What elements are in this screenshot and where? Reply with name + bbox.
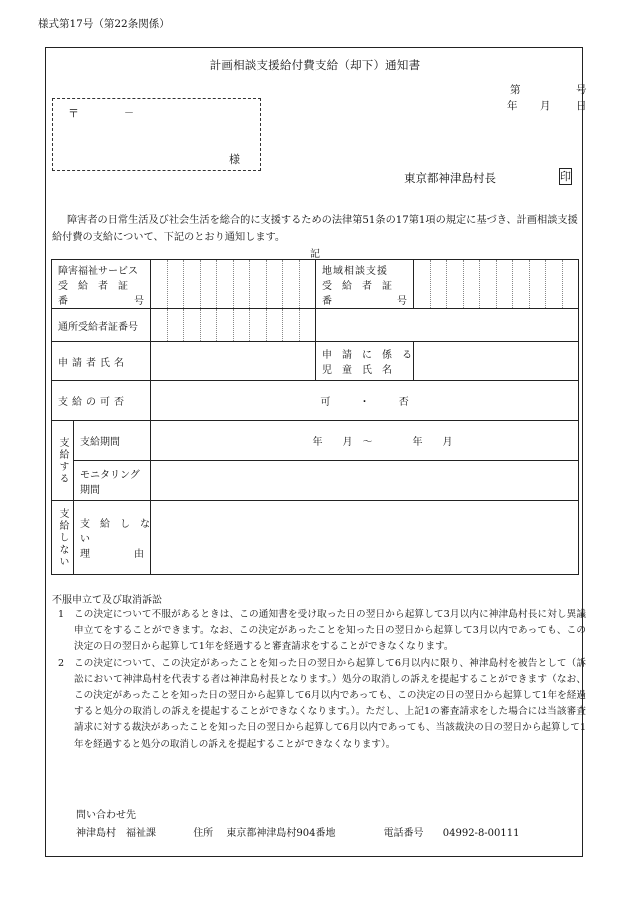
approval-yes: 可 [320, 397, 331, 408]
applicant-name-label: 申請者氏名 [52, 342, 151, 381]
child-name-label [316, 342, 414, 381]
date-day: 日 [576, 100, 587, 112]
no-supply-reason-field[interactable] [151, 501, 579, 575]
number-go: 号 [576, 84, 587, 96]
reason-line2b: 由 [134, 549, 144, 560]
commuter-cert-label: 通所受給者証番号 [52, 309, 151, 342]
approval-dot: ・ [359, 397, 370, 408]
contact-address-label: 住所 [193, 828, 214, 839]
form-id: 様式第17号（第22条関係） [38, 18, 170, 30]
contact-office: 神津島村 福祉課 [76, 828, 156, 839]
note-item-2 [52, 656, 586, 753]
contact-phone-label: 電話番号 [383, 828, 424, 839]
contact-heading: 問い合わせ先 [76, 810, 136, 821]
cell-regional-cert-label [316, 260, 414, 309]
no-supply-section-label: 支給しない [52, 501, 74, 575]
commuter-cert-blank [316, 309, 579, 342]
postal-mark: 〒 [68, 107, 79, 120]
approval-value[interactable] [151, 381, 579, 421]
ki-label: 記 [310, 249, 320, 260]
commuter-cert-number-field[interactable] [151, 309, 316, 342]
cell-welfare-cert-label [52, 260, 151, 309]
contact-phone: 04992-8-00111 [442, 828, 520, 839]
welfare-cert-line3b: 号 [134, 295, 144, 307]
date-month: 月 [540, 100, 551, 112]
number-dai: 第 [510, 84, 521, 96]
supply-section-label: 支給する [52, 421, 74, 501]
reason-line2a: 理 [80, 549, 90, 560]
child-name-line2: 児 童 氏 名 [322, 365, 392, 376]
postal-dash: － [124, 108, 134, 119]
regional-cert-line1: 地域相談支援 [322, 265, 388, 277]
regional-cert-line3a: 番 [322, 295, 332, 307]
welfare-cert-number-field[interactable] [151, 260, 316, 309]
regional-cert-line2: 受 給 者 証 [322, 280, 392, 292]
notes-title: 不服申立て及び取消訴訟 [52, 595, 162, 606]
monitoring-period-field[interactable] [151, 461, 579, 501]
contact-address: 東京都神津島村904番地 [226, 828, 336, 839]
child-name-line1: 申 請 に 係 る [322, 350, 412, 361]
reason-line1: 支 給 し な い [80, 519, 160, 545]
contact-line [76, 824, 520, 839]
no-supply-reason-label [74, 501, 160, 575]
child-name-field[interactable] [414, 342, 579, 381]
honorific: 様 [229, 153, 240, 166]
seal-box: 印 [560, 170, 571, 183]
monitoring-period-label [74, 461, 151, 501]
info-table [51, 259, 579, 575]
applicant-name-field[interactable] [151, 342, 316, 381]
note-item-1 [52, 607, 586, 656]
note-1-text: この決定について不服があるときは、この通知書を受け取った日の翌日から起算して3月以内に神津島村長に対し異議申立てをすることができます。なお、この決定があったことを知った日の翌日から起算して3月以内であっても、この決定の日の翌日から起算して1年を経過すると審査請求をすることができなくなります。 [74, 609, 586, 653]
supply-period-value[interactable]: 年 月 ～ 年 月 [151, 421, 579, 461]
welfare-cert-line3a: 番 [58, 295, 68, 307]
welfare-cert-line1: 障害福祉サービス [58, 265, 138, 277]
monitoring-line2: 期間 [80, 484, 100, 496]
date-year: 年 [507, 100, 518, 112]
issuer: 東京都神津島村長 [404, 171, 496, 185]
supply-period-label: 支給期間 [74, 421, 151, 461]
intro-text: 障害者の日常生活及び社会生活を総合的に支援するための法律第51条の17第1項の規定に基づき、計画相談支援給付費の支給について、下記のとおり通知します。 [52, 215, 578, 243]
regional-cert-number-field[interactable] [414, 260, 579, 309]
note-2-number: 2 [58, 657, 65, 669]
monitoring-line1: モニタリング [80, 469, 140, 481]
note-2-text: この決定について、この決定があったことを知った日の翌日から起算して6月以内に限り、神津島村を被告として（訴訟において神津島村を代表する者は神津島村長となります。）処分の取消しの訴えを提起することができます（なお、この決定があったことを知った日の翌日から起算して6月以内であっても、この決定の日の翌日から起算して1年を経過すると処分の取消しの訴えを提起することができなくなります。）。ただし、上記1の審査請求をした場合には当該審査請求に対する裁決があったことを知った日の翌日から起算して6月以内であっても、当該裁決の日の翌日から起算して1年を経過すると処分の取消しの訴えを提起することができなくなります）。 [74, 657, 586, 750]
note-1-number: 1 [58, 609, 65, 620]
document-title: 計画相談支援給付費支給（却下）通知書 [209, 58, 421, 72]
regional-cert-line3b: 号 [397, 295, 407, 307]
approval-label: 支給の可否 [52, 381, 151, 421]
welfare-cert-line2: 受 給 者 証 [58, 280, 128, 292]
notes-body [52, 607, 586, 753]
approval-no: 否 [398, 397, 409, 408]
